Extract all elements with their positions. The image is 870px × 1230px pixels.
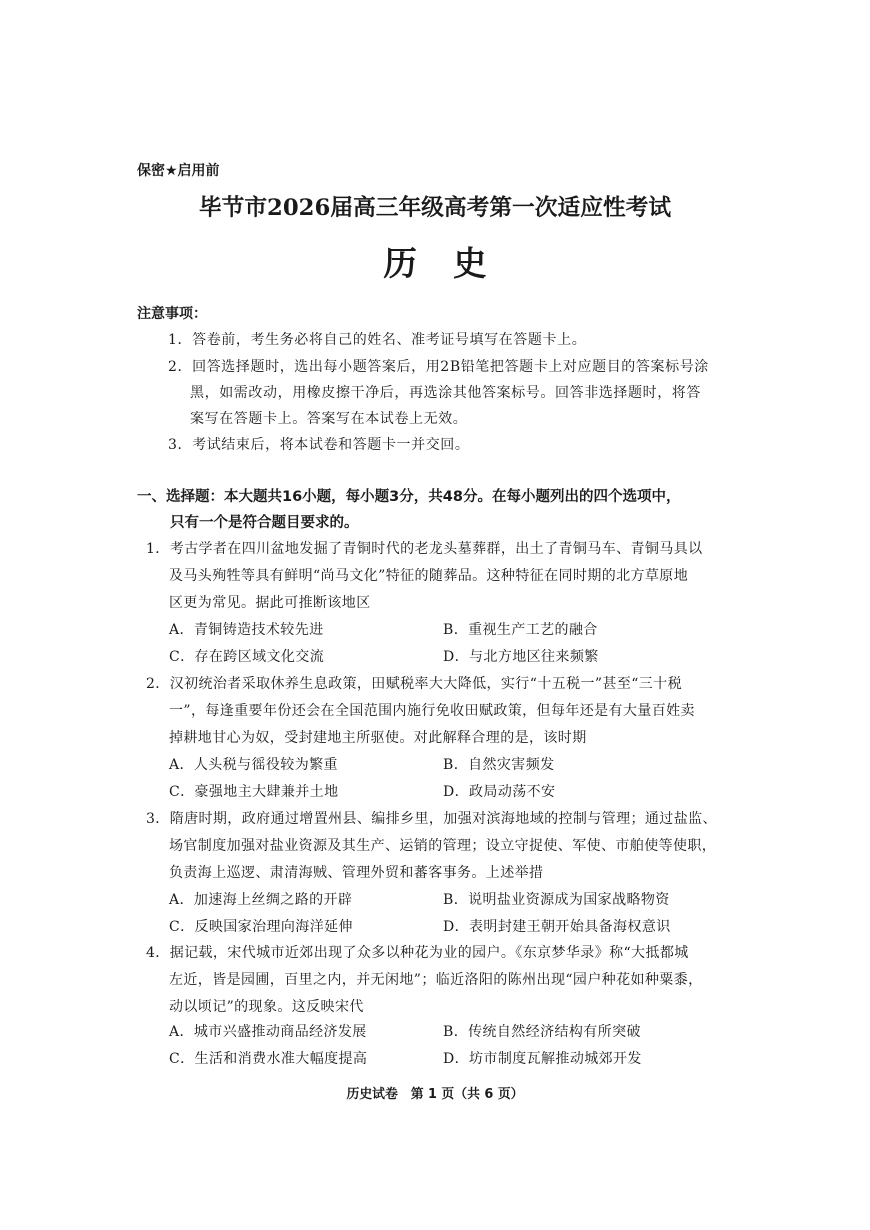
question-4-option-a: A．城市兴盛推动商品经济发展 — [169, 1024, 367, 1040]
notice-heading: 注意事项： — [137, 306, 207, 322]
question-3-option-b: B．说明盐业资源成为国家战略物资 — [443, 892, 670, 908]
question-3-line-1: 3．隋唐时期，政府通过增置州县、编排乡里，加强对滨海地域的控制与管理；通过盐监、 — [146, 811, 717, 827]
notice-item-2: 2．回答选择题时，选出每小题答案后，用2B铅笔把答题卡上对应题目的答案标号涂 — [168, 359, 709, 375]
question-2-option-d: D．政局动荡不安 — [443, 784, 556, 800]
question-4-option-b: B．传统自然经济结构有所突破 — [443, 1024, 641, 1040]
question-1-line-1: 1．考古学者在四川盆地发掘了青铜时代的老龙头墓葬群，出土了青铜马车、青铜马具以 — [146, 541, 703, 557]
notice-item-3: 3．考试结束后，将本试卷和答题卡一并交回。 — [168, 437, 470, 453]
question-2-option-a: A．人头税与徭役较为繁重 — [169, 757, 338, 773]
notice-item-2-cont: 黑，如需改动，用橡皮擦干净后，再选涂其他答案标号。回答非选择题时，将答 — [190, 385, 701, 401]
question-1-option-b: B．重视生产工艺的融合 — [443, 622, 598, 638]
question-2-line-2: 一”，每逢重要年份还会在全国范围内施行免收田赋政策，但每年还是有大量百姓卖 — [169, 703, 695, 719]
question-4-line-1: 4．据记载，宋代城市近郊出现了众多以种花为业的园户。《东京梦华录》称“大抵都城 — [146, 945, 689, 961]
exam-title: 毕节市2026届高三年级高考第一次适应性考试 — [198, 195, 672, 221]
notice-item-2-cont2: 案写在答题卡上。答案写在本试卷上无效。 — [190, 411, 468, 427]
question-2-line-3: 掉耕地甘心为奴，受封建地主所驱使。对此解释合理的是，该时期 — [169, 730, 587, 746]
question-2-option-c: C．豪强地主大肆兼并土地 — [169, 784, 339, 800]
question-2-line-1: 2．汉初统治者采取休养生息政策，田赋税率大大降低，实行“十五税一”甚至“三十税 — [146, 676, 682, 692]
question-1-line-3: 区更为常见。据此可推断该地区 — [169, 595, 371, 611]
question-3-line-2: 场官制度加强对盐业资源及其生产、运销的管理；设立守捉使、军使、市舶使等使职， — [169, 838, 717, 854]
question-3-line-3: 负责海上巡逻、肃清海贼、管理外贸和蕃客事务。上述举措 — [169, 865, 544, 881]
question-4-line-2: 左近，皆是园圃，百里之内，并无闲地”；临近洛阳的陈州出现“园户种花如种粟黍， — [169, 972, 703, 988]
section-heading-cont: 只有一个是符合题目要求的。 — [170, 515, 359, 531]
question-1-option-d: D．与北方地区往来频繁 — [443, 649, 599, 665]
page-footer: 历史试卷 第 1 页（共 6 页） — [346, 1087, 524, 1102]
question-4-option-c: C．生活和消费水准大幅度提高 — [169, 1051, 368, 1067]
question-4-line-3: 动以顷记”的现象。这反映宋代 — [169, 999, 364, 1015]
question-4-option-d: D．坊市制度瓦解推动城郊开发 — [443, 1051, 642, 1067]
subject-char-2: 史 — [453, 243, 487, 283]
question-3-option-c: C．反映国家治理向海洋延伸 — [169, 919, 353, 935]
question-3-option-a: A．加速海上丝绸之路的开辟 — [169, 892, 353, 908]
question-3-option-d: D．表明封建王朝开始具备海权意识 — [443, 919, 671, 935]
subject-title — [0, 236, 870, 285]
question-1-option-a: A．青铜铸造技术较先进 — [169, 622, 324, 638]
section-heading: 一、选择题：本大题共16小题，每小题3分，共48分。在每小题列出的四个选项中， — [137, 489, 681, 505]
question-1-line-2: 及马头殉牲等具有鲜明“尚马文化”特征的随葬品。这种特征在同时期的北方草原地 — [169, 568, 689, 584]
question-2-option-b: B．自然灾害频发 — [443, 757, 555, 773]
subject-char-1: 历 — [383, 243, 417, 283]
notice-item-1: 1．答卷前，考生务必将自己的姓名、准考证号填写在答题卡上。 — [168, 332, 587, 348]
question-1-option-c: C．存在跨区域文化交流 — [169, 649, 325, 665]
confidential-label: 保密★启用前 — [137, 163, 220, 179]
